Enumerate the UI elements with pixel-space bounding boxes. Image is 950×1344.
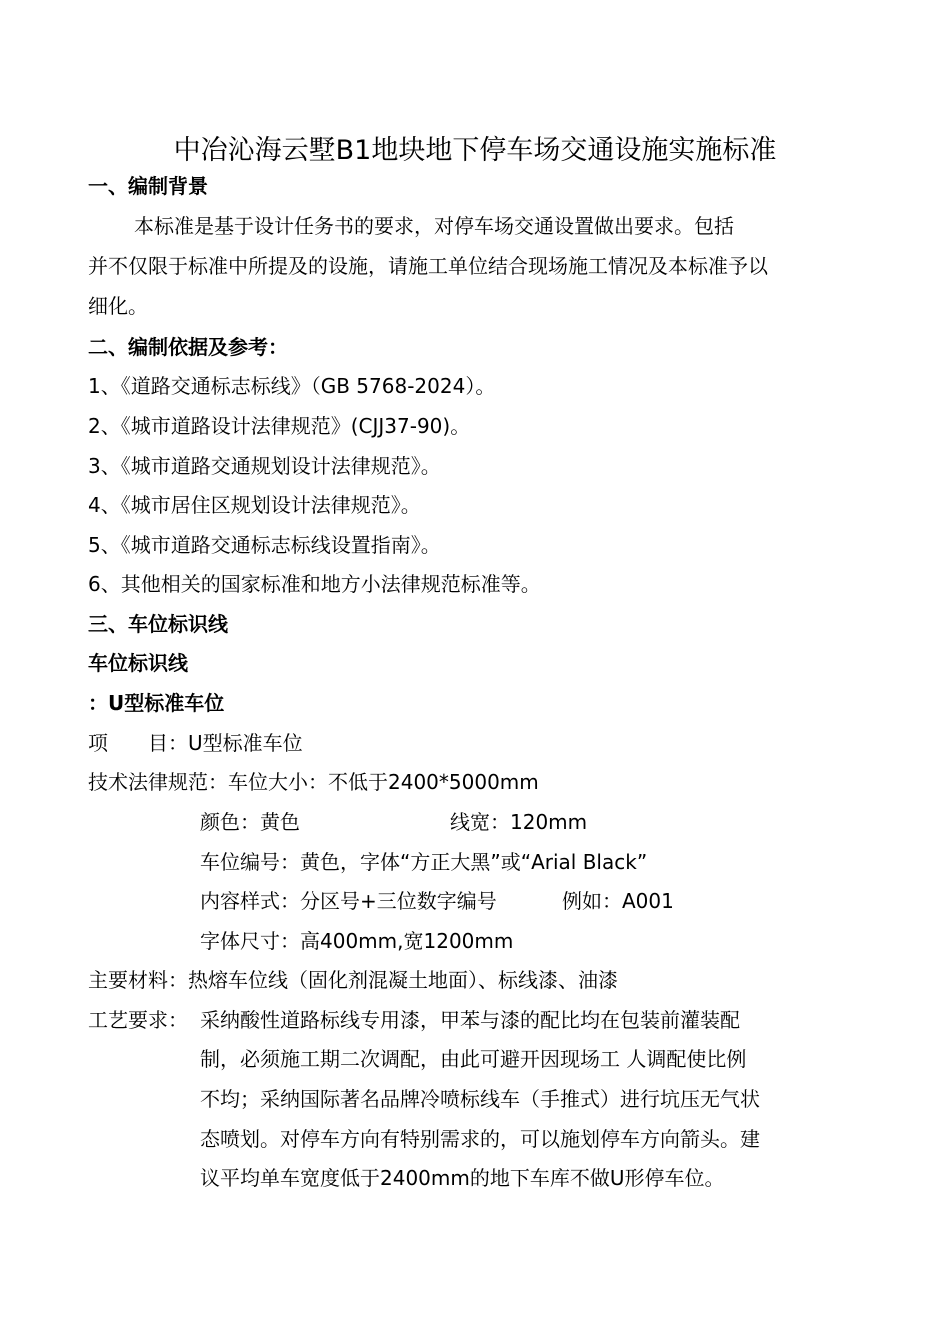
reference-item: 5、《城市道路交通标志标线设置指南》。 <box>88 533 441 557</box>
spec-item-label: 项 目： <box>88 731 188 755</box>
spec-color: 颜色：黄色 <box>200 810 300 834</box>
reference-item: 3、《城市道路交通规划设计法律规范》。 <box>88 454 441 478</box>
spec-materials-label: 主要材料： <box>88 968 188 992</box>
section-heading-parking-lines: 三、车位标识线 <box>88 612 228 636</box>
spec-materials-row <box>88 966 618 994</box>
spec-process-line: 不均；采纳国际著名品牌冷喷标线车（手推式）进行坑压无气状 <box>200 1087 760 1111</box>
section-heading-references: 二、编制依据及参考： <box>88 335 288 359</box>
spec-process-line: 采纳酸性道路标线专用漆，甲苯与漆的配比均在包装前灌装配 <box>200 1008 740 1032</box>
spec-process-line: 制，必须施工期二次调配，由此可避开因现场工 人调配使比例 <box>200 1047 747 1071</box>
spec-process-line: 态喷划。对停车方向有特别需求的，可以施划停车方向箭头。建 <box>200 1127 760 1151</box>
spec-process-label: 工艺要求： <box>88 1008 188 1032</box>
spec-font-size: 字体尺寸：高400mm,宽1200mm <box>200 929 514 953</box>
background-paragraph-line: 并不仅限于标准中所提及的设施，请施工单位结合现场施工情况及本标准予以 <box>88 254 768 278</box>
spec-materials-value: 热熔车位线（固化剂混凝土地面）、标线漆、油漆 <box>188 968 618 992</box>
background-paragraph-line: 本标准是基于设计任务书的要求，对停车场交通设置做出要求。包括 <box>134 214 734 238</box>
reference-item: 1、《道路交通标志标线》（GB 5768-2024）。 <box>88 374 496 398</box>
spec-tech-row <box>88 768 539 796</box>
spec-process-line: 议平均单车宽度低于2400mm的地下车库不做U形停车位。 <box>200 1166 725 1190</box>
reference-item: 6、其他相关的国家标准和地方小法律规范标准等。 <box>88 572 541 596</box>
spec-example: 例如：A001 <box>562 889 674 913</box>
spec-item-value: U型标准车位 <box>188 731 303 755</box>
spec-tech-value: 车位大小：不低于2400*5000mm <box>228 770 539 794</box>
spec-item-row <box>88 729 303 757</box>
subheading-u-type-space: ：U型标准车位 <box>88 691 225 715</box>
spec-number: 车位编号：黄色，字体“方正大黑”或“Arial Black” <box>200 850 648 874</box>
spec-tech-label: 技术法律规范： <box>88 770 228 794</box>
spec-content-style: 内容样式：分区号+三位数字编号 <box>200 889 497 913</box>
page-title: 中冶沁海云墅B1地块地下停车场交通设施实施标准 <box>173 135 777 166</box>
spec-line-width: 线宽：120mm <box>450 810 588 834</box>
reference-item: 2、《城市道路设计法律规范》(CJJ37-90)。 <box>88 414 471 438</box>
reference-item: 4、《城市居住区规划设计法律规范》。 <box>88 493 421 517</box>
background-paragraph-line: 细化。 <box>88 294 148 318</box>
subheading-parking-lines: 车位标识线 <box>88 651 188 675</box>
section-heading-background: 一、编制背景 <box>88 174 208 198</box>
